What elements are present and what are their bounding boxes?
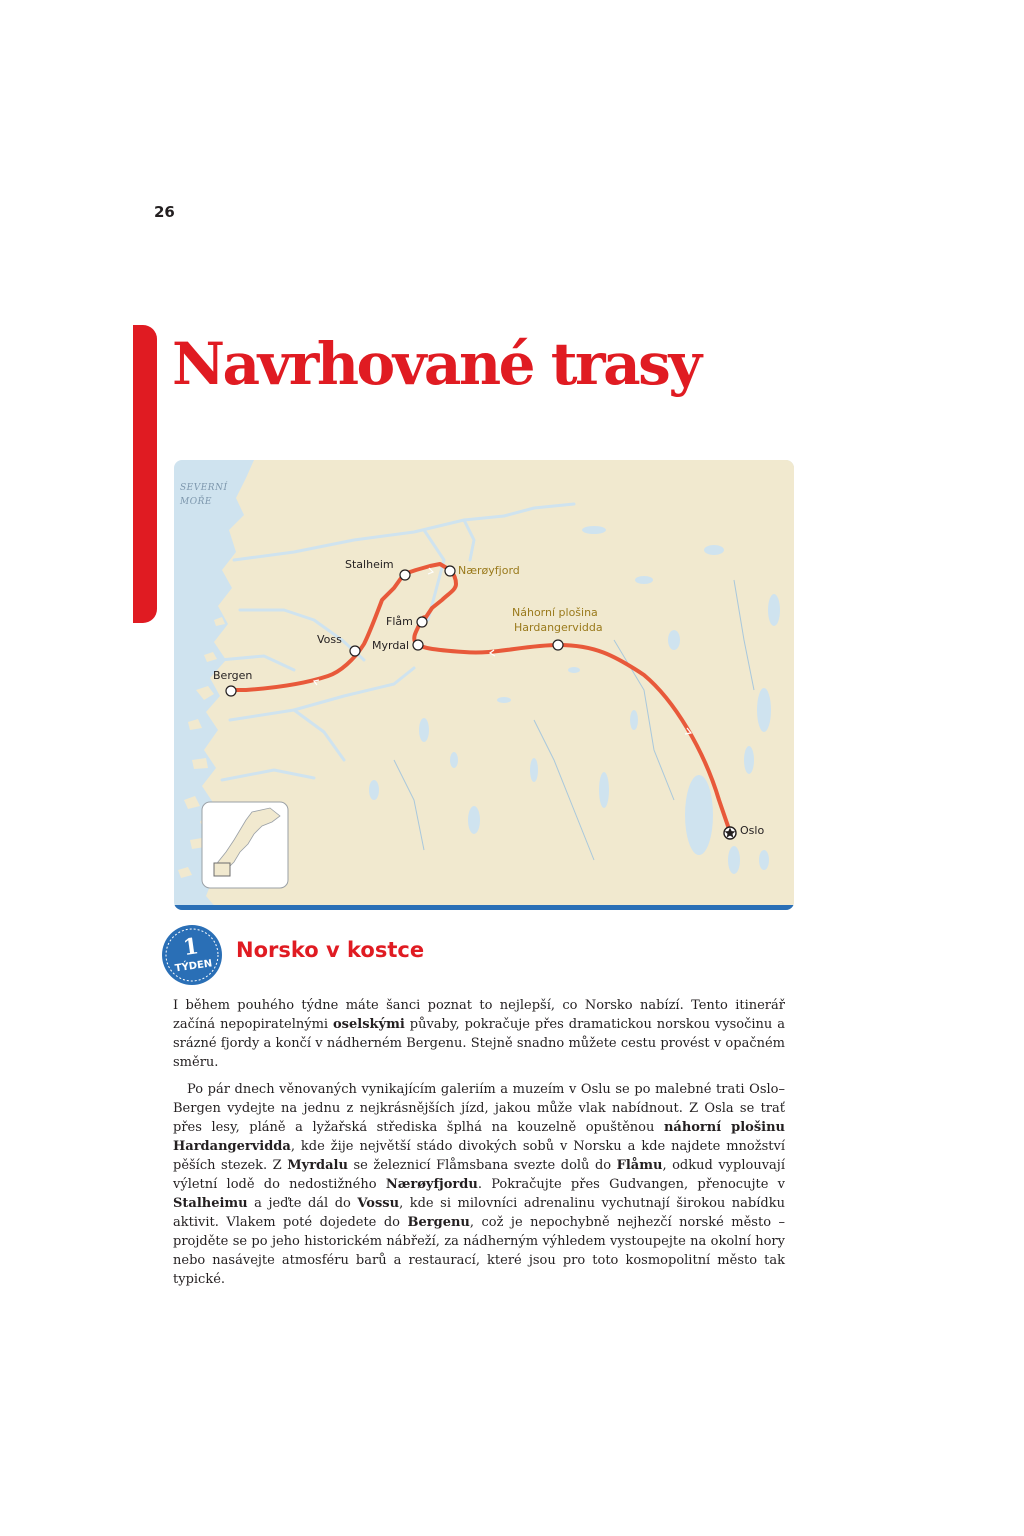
stop-flam	[417, 617, 427, 627]
highlighted-place: oselskými	[333, 1017, 405, 1032]
itinerary-heading: Norsko v kostce	[236, 938, 425, 962]
label-plateau-line-1: Náhorní plošina	[512, 606, 598, 619]
label-bergen: Bergen	[213, 669, 253, 682]
sea-label-line-2: MOŘE	[180, 497, 212, 507]
stop-myrdal	[413, 640, 423, 650]
route-map	[174, 460, 794, 910]
label-oslo: Oslo	[740, 824, 765, 837]
label-myrdal: Myrdal	[372, 639, 410, 652]
label-stalheim: Stalheim	[345, 558, 394, 571]
itinerary-paragraph-1	[173, 996, 785, 1072]
map-bottom-bar	[174, 905, 794, 910]
text-run: Po pár dnech věnovaných vynikajícím galeriím a muzeím v Oslu se po malebné trati Oslo–Bergen vydejte na jednu z nejkrásnějších jízd, jakou může vlak nabídnout. Z Osla se trať přes lesy, pláně a lyžařská střediska šplhá na kouzelně opuštěnou	[173, 1082, 785, 1135]
label-voss: Voss	[317, 633, 342, 646]
stop-voss	[350, 646, 360, 656]
highlighted-place: Stalheimu	[173, 1196, 248, 1211]
label-plateau-line-2: Hardangervidda	[514, 621, 603, 634]
stop-naeroyfjord	[445, 566, 455, 576]
route-map-svg	[174, 460, 794, 910]
stop-hardangervidda	[553, 640, 563, 650]
locator-inset	[202, 802, 288, 888]
text-run: , odkud vyplouvají výletní lodě do nedostižného	[173, 1158, 785, 1192]
text-run: . Pokračujte přes Gudvangen, přenocujte v	[477, 1177, 785, 1192]
highlighted-place: Myrdalu	[287, 1158, 348, 1173]
badge-number: 1	[181, 933, 201, 962]
label-naeroyfjord: Nærøyfjord	[458, 564, 520, 577]
sea-label-line-1: SEVERNÍ	[180, 483, 228, 493]
badge-unit: TÝDEN	[174, 958, 213, 975]
highlighted-place: Bergenu	[407, 1215, 470, 1230]
text-run: , kde si milovníci adrenalinu vychutnají širokou nabídku aktivit. Vlakem poté dojedete do	[173, 1196, 785, 1230]
stop-stalheim	[400, 570, 410, 580]
text-run: a jeďte dál do	[247, 1196, 358, 1211]
highlighted-place: náhorní plošinu Hardangervidda	[173, 1120, 785, 1154]
page-number: 26	[154, 203, 175, 221]
label-flam: Flåm	[386, 615, 413, 628]
itinerary-paragraph-2	[173, 1080, 785, 1289]
highlighted-place: Vossu	[357, 1196, 400, 1211]
text-run: I během pouhého týdne máte šanci poznat to nejlepší, co Norsko nabízí. Tento itinerář začíná nepopiratelnými	[173, 998, 785, 1032]
stop-bergen	[226, 686, 236, 696]
highlighted-place: Flåmu	[616, 1158, 663, 1173]
text-run: , kde žije největší stádo divokých sobů v Norsku a kde najdete množství pěších stezek. Z	[173, 1139, 785, 1173]
highlighted-place: Nærøyfjordu	[385, 1177, 478, 1192]
text-run: půvaby, pokračuje přes dramatickou norskou vysočinu a srázné fjordy a končí v nádherném Bergenu. Stejně snadno můžete cestu provést v opačném směru.	[173, 1017, 785, 1070]
page-title: Navrhované trasy	[172, 330, 700, 398]
itinerary-body	[173, 996, 785, 1297]
text-run: , což je nepochybně nejhezčí norské město – projděte se po jeho historickém nábřeží, za nádherným výhledem vystoupejte na okolní hory nebo nasávejte atmosféru barů a restaurací, které jsou pro toto kosmopolitní město tak typické.	[173, 1215, 786, 1287]
chapter-tab-marker	[133, 325, 157, 623]
text-run: se železnicí Flåmsbana svezte dolů do	[347, 1158, 617, 1173]
duration-badge	[161, 924, 223, 986]
